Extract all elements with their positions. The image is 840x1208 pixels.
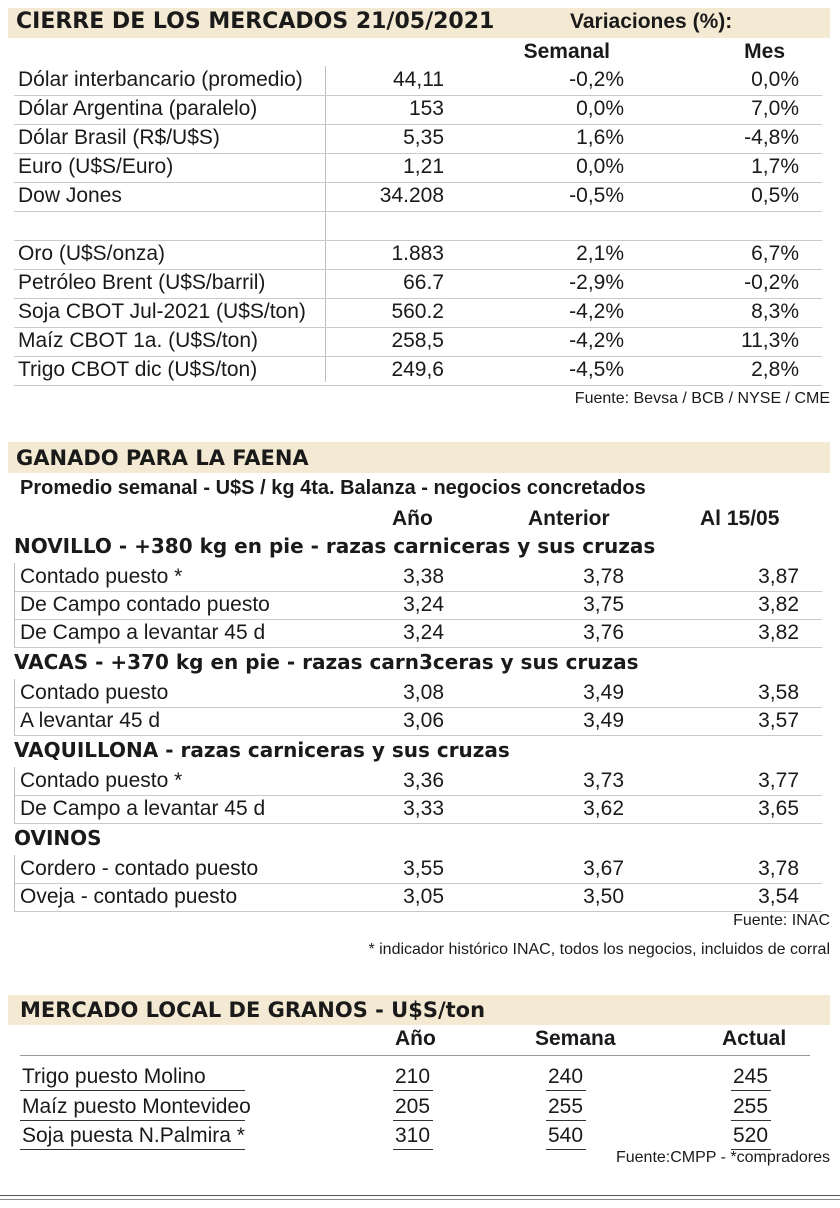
- row-year: 3,55: [403, 857, 444, 880]
- row-prev: 3,67: [583, 857, 624, 880]
- row-month-change: -4,8%: [744, 126, 799, 149]
- cattle-row: [14, 591, 822, 620]
- row-week-change: -4,2%: [569, 300, 624, 323]
- cattle-category-title: [14, 534, 655, 558]
- row-year: 3,08: [403, 681, 444, 704]
- row-date: 3,54: [758, 885, 799, 908]
- row-prev: 3,62: [583, 797, 624, 820]
- markets-row: [14, 211, 822, 241]
- row-month-change: 1,7%: [751, 155, 799, 178]
- row-label: Dólar interbancario (promedio): [18, 68, 303, 91]
- markets-row: [14, 66, 822, 96]
- row-prev: 3,75: [583, 593, 624, 616]
- row-date: 3,82: [758, 621, 799, 644]
- cattle-category-title: [14, 650, 639, 674]
- row-year: 3,33: [403, 797, 444, 820]
- grains-col-week: Semana: [535, 1027, 616, 1050]
- markets-row: [14, 95, 822, 125]
- cattle-row: [14, 707, 822, 736]
- row-label: De Campo a levantar 45 d: [20, 621, 266, 644]
- group-divider: [14, 679, 15, 735]
- row-label: Maíz CBOT 1a. (U$S/ton): [18, 329, 259, 352]
- row-prev: 3,49: [583, 681, 624, 704]
- row-label: Maíz puesto Montevideo: [22, 1095, 251, 1118]
- row-week-change: 1,6%: [576, 126, 624, 149]
- row-value: 1,21: [403, 155, 444, 178]
- markets-row: [14, 240, 822, 270]
- markets-row: [14, 356, 822, 386]
- category-name: VAQUILLONA: [14, 738, 159, 762]
- row-month-change: 0,5%: [751, 184, 799, 207]
- row-week-change: 2,1%: [576, 242, 624, 265]
- markets-source: Fuente: Bevsa / BCB / NYSE / CME: [574, 390, 830, 407]
- week-underline: [546, 1090, 586, 1091]
- cattle-subtitle: Promedio semanal - U$S / kg 4ta. Balanza - negocios concretados: [20, 477, 646, 499]
- row-label: A levantar 45 d: [20, 709, 161, 732]
- row-label: Contado puesto: [20, 681, 169, 704]
- label-underline: [20, 1149, 245, 1150]
- current-underline: [731, 1090, 771, 1091]
- cattle-title: GANADO PARA LA FAENA: [16, 446, 309, 470]
- row-value: 34.208: [379, 184, 444, 207]
- cattle-row: [14, 795, 822, 824]
- row-week-change: -4,2%: [569, 329, 624, 352]
- row-year: 3,24: [403, 593, 444, 616]
- row-value: 66.7: [403, 271, 444, 294]
- category-description: - +370 kg en pie - razas carn3ceras y sus cruzas: [88, 650, 639, 674]
- row-year: 3,05: [403, 885, 444, 908]
- row-label: De Campo a levantar 45 d: [20, 797, 266, 820]
- row-label: Dow Jones: [18, 184, 122, 207]
- markets-title: CIERRE DE LOS MERCADOS 21/05/2021: [16, 9, 495, 34]
- group-divider: [14, 767, 15, 823]
- row-month-change: 8,3%: [751, 300, 799, 323]
- row-year: 3,36: [403, 769, 444, 792]
- category-description: - razas carniceras y sus cruzas: [158, 738, 510, 762]
- row-value: 258,5: [391, 329, 444, 352]
- row-current: 520: [733, 1124, 769, 1147]
- cattle-row: [14, 619, 822, 648]
- row-label: Soja puesta N.Palmira *: [22, 1124, 245, 1147]
- markets-row: [14, 327, 822, 357]
- grains-col-current: Actual: [722, 1027, 787, 1050]
- markets-row: [14, 298, 822, 328]
- markets-col-week: Semanal: [523, 40, 610, 63]
- label-underline: [20, 1090, 245, 1091]
- row-year: 3,38: [403, 565, 444, 588]
- row-current: 245: [733, 1065, 769, 1088]
- variations-label: Variaciones (%):: [570, 10, 733, 33]
- cattle-col-prev: Anterior: [528, 507, 610, 530]
- year-underline: [393, 1090, 433, 1091]
- group-divider: [14, 855, 15, 911]
- row-date: 3,57: [758, 709, 799, 732]
- markets-row: [14, 153, 822, 183]
- cattle-category-title: [14, 826, 102, 850]
- row-month-change: -0,2%: [744, 271, 799, 294]
- row-prev: 3,76: [583, 621, 624, 644]
- row-prev: 3,78: [583, 565, 624, 588]
- cattle-row: [14, 883, 822, 912]
- grains-row: [20, 1063, 780, 1093]
- row-label: Contado puesto *: [20, 769, 183, 792]
- row-value: 249,6: [391, 358, 444, 381]
- grains-header-rule: [20, 1055, 810, 1056]
- bottom-rule-2: [0, 1199, 840, 1200]
- row-label: Trigo puesto Molino: [22, 1065, 206, 1088]
- grains-source: Fuente:CMPP - *compradores: [615, 1149, 830, 1166]
- week-underline: [546, 1120, 586, 1121]
- row-month-change: 6,7%: [751, 242, 799, 265]
- row-year: 205: [395, 1095, 431, 1118]
- row-year: 310: [395, 1124, 431, 1147]
- grains-col-year: Año: [395, 1027, 436, 1050]
- row-date: 3,58: [758, 681, 799, 704]
- row-current: 255: [733, 1095, 769, 1118]
- row-label: Petróleo Brent (U$S/barril): [18, 271, 266, 294]
- row-date: 3,82: [758, 593, 799, 616]
- row-date: 3,77: [758, 769, 799, 792]
- row-week-change: -2,9%: [569, 271, 624, 294]
- row-week-change: 0,0%: [576, 97, 624, 120]
- row-prev: 3,50: [583, 885, 624, 908]
- category-name: NOVILLO: [14, 534, 112, 558]
- row-month-change: 0,0%: [751, 68, 799, 91]
- row-label: Soja CBOT Jul-2021 (U$S/ton): [18, 300, 306, 323]
- cattle-row: [14, 855, 822, 884]
- label-underline: [20, 1120, 245, 1121]
- year-underline: [393, 1120, 433, 1121]
- cattle-source: Fuente: INAC: [733, 912, 830, 929]
- row-date: 3,87: [758, 565, 799, 588]
- row-date: 3,65: [758, 797, 799, 820]
- year-underline: [393, 1149, 433, 1150]
- row-week-change: -0,5%: [569, 184, 624, 207]
- row-month-change: 7,0%: [751, 97, 799, 120]
- row-week: 255: [548, 1095, 584, 1118]
- row-value: 560.2: [391, 300, 444, 323]
- row-week: 540: [548, 1124, 584, 1147]
- category-description: - +380 kg en pie - razas carniceras y sus cruzas: [111, 534, 656, 558]
- markets-row: [14, 182, 822, 212]
- cattle-col-date: Al 15/05: [700, 507, 780, 530]
- row-value: 44,11: [393, 68, 444, 91]
- row-prev: 3,49: [583, 709, 624, 732]
- markets-col-month: Mes: [744, 40, 785, 63]
- row-value: 1.883: [391, 242, 444, 265]
- row-month-change: 2,8%: [751, 358, 799, 381]
- row-week: 240: [548, 1065, 584, 1088]
- row-week-change: 0,0%: [576, 155, 624, 178]
- grains-row: [20, 1093, 780, 1123]
- markets-row: [14, 124, 822, 154]
- bottom-rule: [0, 1195, 840, 1196]
- cattle-row: [14, 767, 822, 796]
- row-value: 5,35: [403, 126, 444, 149]
- cattle-col-year: Año: [392, 507, 433, 530]
- markets-row: [14, 269, 822, 299]
- category-name: VACAS: [14, 650, 89, 674]
- week-underline: [546, 1149, 586, 1150]
- row-prev: 3,73: [583, 769, 624, 792]
- row-date: 3,78: [758, 857, 799, 880]
- row-label: Dólar Argentina (paralelo): [18, 97, 258, 120]
- group-divider: [14, 563, 15, 647]
- cattle-note: * indicador histórico INAC, todos los negocios, incluidos de corral: [368, 941, 830, 958]
- row-label: Contado puesto *: [20, 565, 183, 588]
- cattle-row: [14, 563, 822, 592]
- row-label: Oro (U$S/onza): [18, 242, 166, 265]
- row-year: 3,24: [403, 621, 444, 644]
- row-label: Cordero - contado puesto: [20, 857, 259, 880]
- row-month-change: 11,3%: [741, 329, 799, 352]
- current-underline: [731, 1120, 771, 1121]
- cattle-category-title: [14, 738, 510, 762]
- grains-title: MERCADO LOCAL DE GRANOS - U$S/ton: [20, 998, 486, 1022]
- row-value: 153: [408, 97, 444, 120]
- row-label: Euro (U$S/Euro): [18, 155, 174, 178]
- row-label: Oveja - contado puesto: [20, 885, 238, 908]
- row-year: 210: [395, 1065, 431, 1088]
- row-label: De Campo contado puesto: [20, 593, 270, 616]
- grains-row: [20, 1122, 780, 1152]
- row-week-change: -4,5%: [569, 358, 624, 381]
- row-week-change: -0,2%: [569, 68, 624, 91]
- row-label: Trigo CBOT dic (U$S/ton): [18, 358, 258, 381]
- row-year: 3,06: [403, 709, 444, 732]
- cattle-row: [14, 679, 822, 708]
- row-label: Dólar Brasil (R$/U$S): [18, 126, 220, 149]
- category-name: OVINOS: [14, 826, 102, 850]
